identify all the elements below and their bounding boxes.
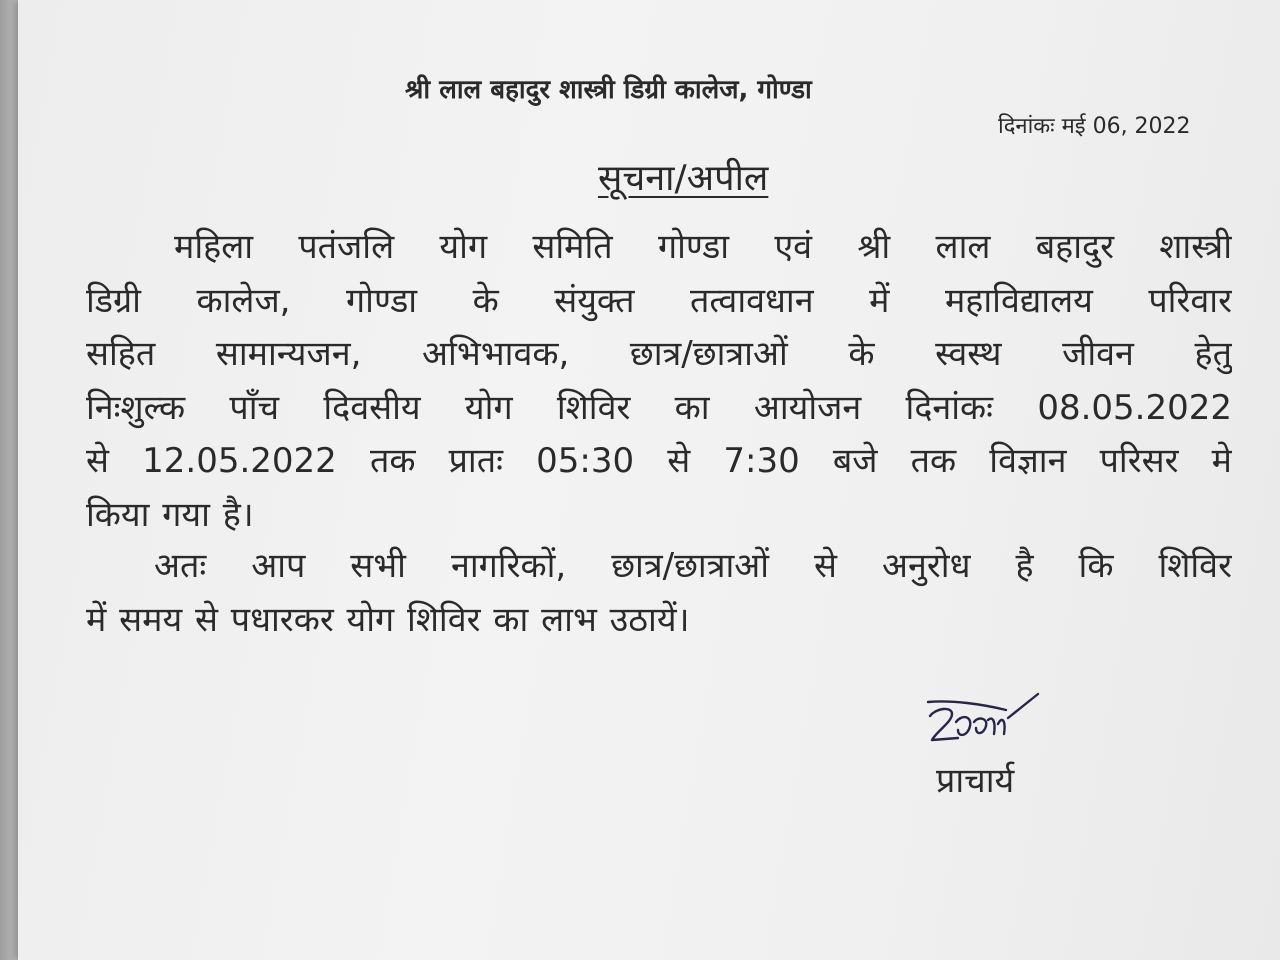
paragraph-line: डिग्री कालेज, गोण्डा के संयुक्त तत्वावधान में महाविद्यालय परिवार: [86, 280, 1232, 321]
notice-date: दिनांकः मई 06, 2022: [998, 114, 1191, 139]
paragraph-line: निःशुल्क पाँच दिवसीय योग शिविर का आयोजन दिनांकः 08.05.2022: [86, 387, 1232, 428]
principal-designation: प्राचार्य: [936, 761, 1015, 801]
paragraph-line: में समय से पधारकर योग शिविर का लाभ उठायें।: [86, 599, 690, 640]
paragraph-line: किया गया है।: [86, 494, 254, 535]
paragraph-line: अतः आप सभी नागरिकों, छात्र/छात्राओं से अनुरोध है कि शिविर: [154, 546, 1232, 586]
notice-paragraph-1: [86, 221, 1232, 542]
paragraph-line: सहित सामान्यजन, अभिभावक, छात्र/छात्राओं के स्वस्थ जीवन हेतु: [86, 334, 1232, 374]
principal-signature: [922, 680, 1042, 760]
notice-title: सूचना/अपील: [598, 158, 769, 199]
notice-paragraph-2: [86, 540, 1232, 647]
college-name-heading: श्री लाल बहादुर शास्त्री डिग्री कालेज, गोण्डा: [405, 75, 812, 105]
page-fold-shadow: [0, 0, 18, 960]
paragraph-line: महिला पतंजलि योग समिति गोण्डा एवं श्री लाल बहादुर शास्त्री: [174, 227, 1232, 267]
paragraph-line: से 12.05.2022 तक प्रातः 05:30 से 7:30 बजे तक विज्ञान परिसर मे: [86, 441, 1232, 481]
